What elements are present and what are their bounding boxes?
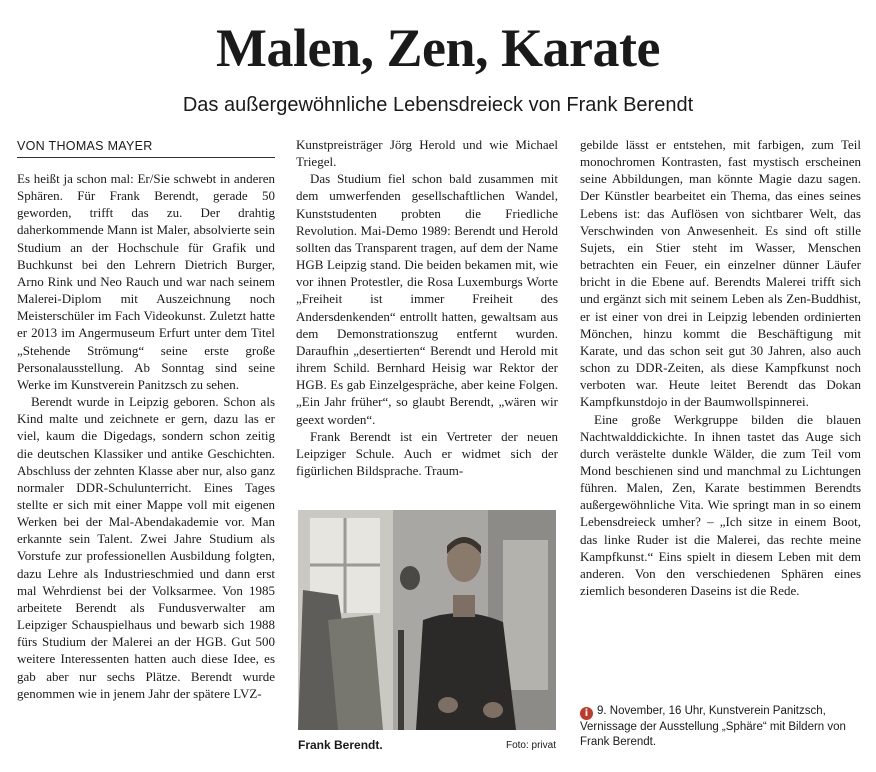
paragraph: Frank Berendt ist ein Vertreter der neuen Leipziger Schule. Auch er widmet sich der figürlichen Bildsprache. Traum-: [296, 428, 558, 478]
byline-rule: [17, 157, 275, 158]
paragraph: gebilde lässt er entstehen, mit farbigen, zum Teil monochromen Kontrasten, fast mystisch erscheinen seine Abbildungen, man könnte Magie dazu sagen. Der Künstler bearbeitet ein Thema, das eines seines Lebens ist: das Auflösen von sichtbarer Welt, das Verschwinden von Anwesenheit. Es sind oft stille Sujets, ein Stier steht im Wasser, Menschen betrachten ein Feuer, ein einzelner dünner Läufer bricht in die Ebene auf. Berendts Malerei trifft sich und ergänzt sich mit seinem Leben als Zen-Buddhist, er ist einer von drei in Leipzig lebenden ordinierten Mönchen, hinzu kommt die Beschäftigung mit Karate, und das schon seit gut 30 Jahren, also auch schon zu DDR-Zeiten, als diese Kampfkunst noch verboten war. Heute leitet Berendt das Dokan Kampfkunstdojo in der Baumwollspinnerei.: [580, 137, 861, 410]
paragraph: Kunstpreisträger Jörg Herold und wie Michael Triegel.: [296, 137, 558, 170]
column-3: [580, 136, 861, 599]
photo-credit: Foto: privat: [505, 740, 556, 751]
paragraph: Es heißt ja schon mal: Er/Sie schwebt in anderen Sphären. Für Frank Berendt, gerade 50 geworden, trifft das zu. Der drahtig daherkommende Mann ist Maler, absolvierte sein Studium an der Hochschule für Grafik und Buchkunst bei den Lehrern Dietrich Burger, Arno Rink und Neo Rauch und war nach seinem Malerei-Diplom mit Auszeichnung noch Meisterschüler im Fach Videokunst. Zuletzt hatte er 2013 im Angermuseum Erfurt unter dem Titel „Stehende Strömung“ seine erste große Personalausstellung. Ab Sonntag sind seine Werke im Kunstverein Panitzsch zu sehen.: [17, 171, 275, 392]
column-2: [296, 136, 558, 479]
paragraph: Eine große Werkgruppe bilden die blauen Nachtwalddickichte. In ihnen tastet das Auge sich durch verästelte dunkle Wälder, die zum Teil vom Mond beschienen sind und manchmal zu Lichtungen führen. Malen, Zen, Karate bestimmen Berendts außergewöhnliche Vita. Wie springt man in so einem Lebensdreieck umher? – „Ich sitze in einem Boot, das linke Ruder ist die Malerei, das rechte meine Kampfkunst.“ Eins spielt in diesem Leben mit dem anderen. Von den verschiedenen Sphären eines ziemlich besonderen Daseins ist die Rede.: [580, 411, 861, 599]
headline: Malen, Zen, Karate: [216, 18, 660, 78]
portrait-photo: [298, 510, 556, 730]
column-1: [17, 170, 275, 702]
byline: VON THOMAS MAYER: [17, 139, 153, 153]
photo-caption: [298, 738, 556, 752]
event-info-text: 9. November, 16 Uhr, Kunstverein Panitzsch, Vernissage der Ausstellung „Sphäre“ mit Bildern von Frank Berendt.: [580, 705, 846, 748]
subheadline: Das außergewöhnliche Lebensdreieck von Frank Berendt: [182, 94, 694, 116]
paragraph: Berendt wurde in Leipzig geboren. Schon als Kind malte und zeichnete er gern, dazu las er viel, kaum die Digedags, sondern schon zeitig die deutschen Klassiker und antike Geschichten. Abschluss der zehnten Klasse aber nur, also ganz normaler DDR-Schulunterricht. Eines Tages stellte er sich mit einer Mappe voll mit eigenen Werken bei der Mal-Abendakademie vor. Man erkannte sein Talent. Zwei Jahre Studium als Vorstufe zur professionellen Ausbildung folgten, dazu Lehre als Industrieschmied und dann erst mal Wehrdienst bei der Volksarmee. Von 1985 arbeitete Berendt als Fundusverwalter am Leipziger Schauspielhaus und bewarb sich 1988 fürs Studium der Malerei an der HGB. Gut 500 weitere Interessenten hatten auch diese Idee, es gab aber nur sechs Plätze. Berendt wurde genommen wie in jenem Jahr der spätere LVZ-: [17, 394, 275, 701]
paragraph: Das Studium fiel schon bald zusammen mit dem umwerfenden gesellschaftlichen Wandel, Kunststudenten probten die Friedliche Revolution. Mai-Demo 1989: Berendt und Herold sollten das Transparent tragen, auf dem der Name HGB Leipzig stand. Die beiden bekamen mit, wie vor ihnen Protestler, die Rosa Luxemburgs Worte „Freiheit ist immer Freiheit des Andersdenkenden“ entrollt hatten, gewaltsam aus dem Demonstrationszug entfernt wurden. Daraufhin „desertierten“ Berendt und Herold mit ihrem Schild. Bernhard Heisig war Rektor der HGB. Es gab Einzelgespräche, aber keine Folgen. „Ein Jahr früher“, so glaubt Berendt, „wären wir geext worden“.: [296, 171, 558, 427]
caption-text: Frank Berendt.: [298, 738, 383, 752]
event-info: [580, 704, 862, 750]
info-icon: i: [580, 707, 593, 720]
portrait-photo-image: [298, 510, 556, 730]
